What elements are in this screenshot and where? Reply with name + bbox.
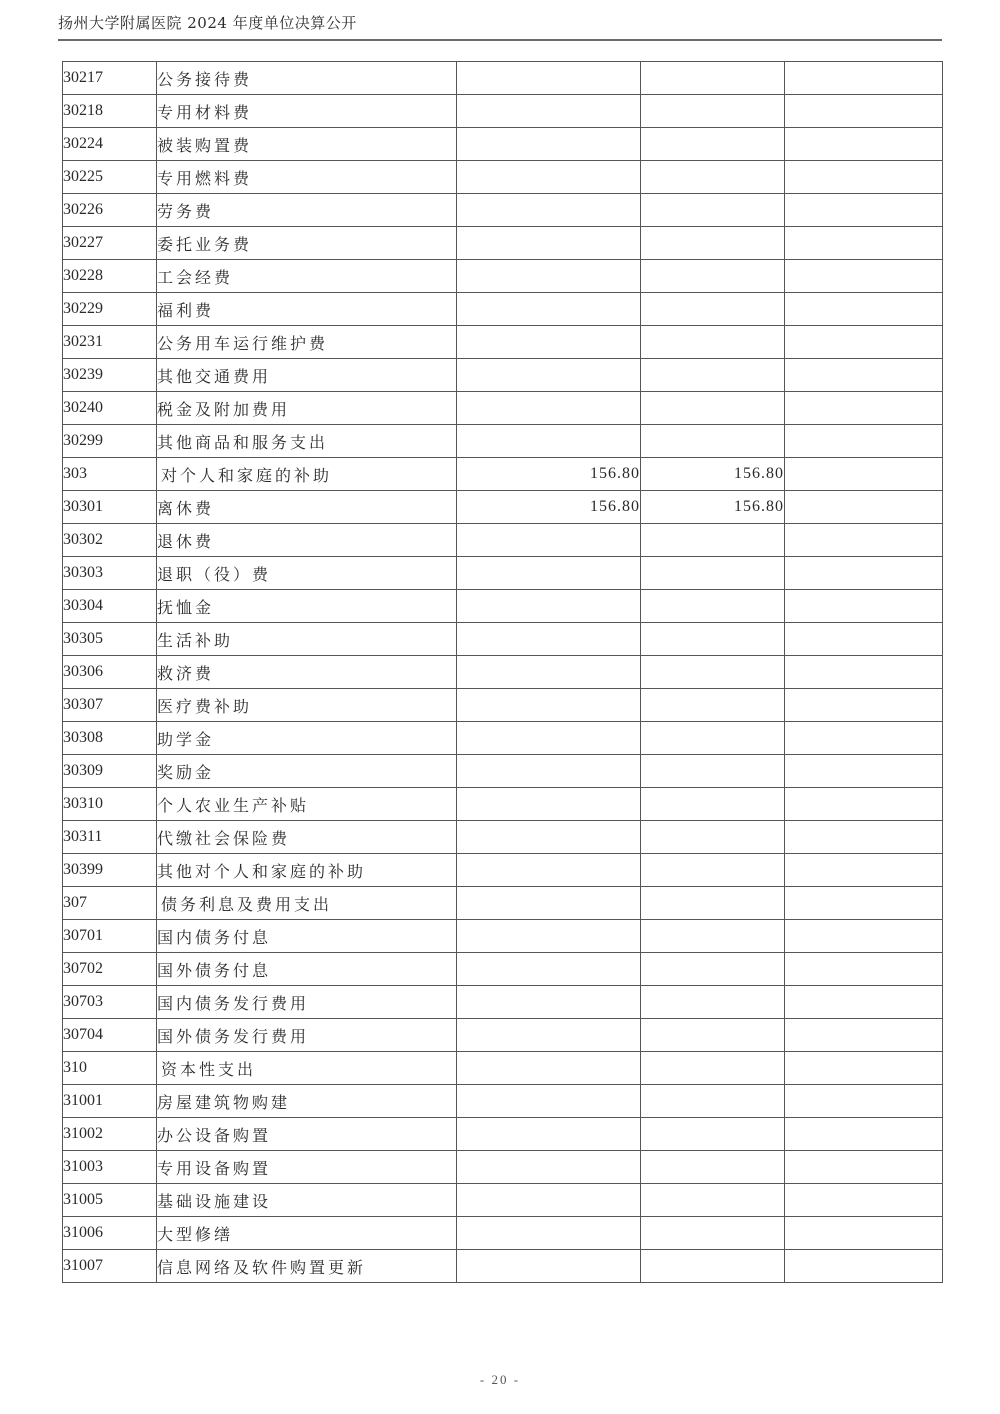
table-group-row	[63, 887, 943, 920]
amount-total-cell	[457, 62, 641, 95]
amount-project-cell	[785, 887, 943, 920]
amount-total-cell	[457, 524, 641, 557]
amount-basic-cell	[641, 1052, 785, 1085]
amount-basic-cell	[641, 326, 785, 359]
account-code-cell: 30306	[63, 656, 157, 689]
account-code-cell: 307	[63, 887, 157, 920]
account-code-cell: 31001	[63, 1085, 157, 1118]
amount-basic-cell	[641, 722, 785, 755]
account-name-cell: 办公设备购置	[157, 1118, 457, 1151]
budget-table	[62, 61, 943, 1283]
amount-basic-cell	[641, 293, 785, 326]
amount-total-cell	[457, 293, 641, 326]
amount-project-cell	[785, 260, 943, 293]
amount-project-cell	[785, 821, 943, 854]
amount-total-cell	[457, 557, 641, 590]
amount-project-cell	[785, 656, 943, 689]
account-code-cell: 31007	[63, 1250, 157, 1283]
amount-basic-cell	[641, 1118, 785, 1151]
amount-total-cell	[457, 359, 641, 392]
account-name-cell: 被装购置费	[157, 128, 457, 161]
amount-project-cell	[785, 62, 943, 95]
table-row	[63, 260, 943, 293]
amount-project-cell	[785, 425, 943, 458]
document-header	[58, 12, 942, 41]
account-name-cell: 退职（役）费	[157, 557, 457, 590]
table-row	[63, 920, 943, 953]
account-name-cell: 个人农业生产补贴	[157, 788, 457, 821]
amount-basic-cell	[641, 788, 785, 821]
amount-project-cell	[785, 524, 943, 557]
amount-project-cell	[785, 1151, 943, 1184]
account-code-cell: 30302	[63, 524, 157, 557]
amount-project-cell	[785, 1052, 943, 1085]
amount-project-cell	[785, 293, 943, 326]
amount-basic-cell	[641, 1250, 785, 1283]
amount-total-cell	[457, 722, 641, 755]
account-name-cell: 公务用车运行维护费	[157, 326, 457, 359]
amount-basic-cell	[641, 95, 785, 128]
amount-basic-cell	[641, 953, 785, 986]
page-number: - 20 -	[479, 1372, 521, 1387]
amount-basic-cell	[641, 1085, 785, 1118]
table-row	[63, 755, 943, 788]
amount-basic-cell	[641, 425, 785, 458]
amount-project-cell	[785, 920, 943, 953]
table-group-row	[63, 1052, 943, 1085]
amount-total-cell	[457, 1217, 641, 1250]
amount-total-cell	[457, 821, 641, 854]
amount-project-cell	[785, 722, 943, 755]
account-code-cell: 30299	[63, 425, 157, 458]
account-name-cell: 债务利息及费用支出	[157, 887, 457, 920]
table-row	[63, 227, 943, 260]
table-row	[63, 656, 943, 689]
amount-project-cell	[785, 128, 943, 161]
account-code-cell: 30703	[63, 986, 157, 1019]
account-name-cell: 生活补助	[157, 623, 457, 656]
amount-basic-cell: 156.80	[641, 491, 785, 524]
amount-total-cell	[457, 755, 641, 788]
amount-basic-cell	[641, 1019, 785, 1052]
table-row	[63, 821, 943, 854]
table-row	[63, 1217, 943, 1250]
table-row	[63, 425, 943, 458]
account-name-cell: 救济费	[157, 656, 457, 689]
amount-total-cell	[457, 1250, 641, 1283]
account-name-cell: 委托业务费	[157, 227, 457, 260]
amount-project-cell	[785, 1019, 943, 1052]
amount-total-cell	[457, 260, 641, 293]
table-row	[63, 1118, 943, 1151]
account-code-cell: 30307	[63, 689, 157, 722]
account-code-cell: 30702	[63, 953, 157, 986]
amount-project-cell	[785, 590, 943, 623]
table-row	[63, 62, 943, 95]
account-code-cell: 30303	[63, 557, 157, 590]
amount-project-cell	[785, 491, 943, 524]
amount-project-cell	[785, 1250, 943, 1283]
amount-basic-cell	[641, 557, 785, 590]
account-name-cell: 医疗费补助	[157, 689, 457, 722]
amount-project-cell	[785, 95, 943, 128]
account-code-cell: 30308	[63, 722, 157, 755]
table-row	[63, 1151, 943, 1184]
amount-total-cell	[457, 194, 641, 227]
table-row	[63, 194, 943, 227]
amount-project-cell	[785, 326, 943, 359]
table-row	[63, 1019, 943, 1052]
account-name-cell: 国内债务发行费用	[157, 986, 457, 1019]
account-name-cell: 其他对个人和家庭的补助	[157, 854, 457, 887]
amount-basic-cell	[641, 194, 785, 227]
budget-table-body	[63, 62, 943, 1283]
amount-total-cell	[457, 590, 641, 623]
amount-basic-cell	[641, 359, 785, 392]
table-group-row	[63, 458, 943, 491]
amount-total-cell	[457, 1085, 641, 1118]
account-name-cell: 离休费	[157, 491, 457, 524]
account-code-cell: 31006	[63, 1217, 157, 1250]
account-name-cell: 奖励金	[157, 755, 457, 788]
amount-total-cell	[457, 161, 641, 194]
account-name-cell: 国外债务发行费用	[157, 1019, 457, 1052]
amount-basic-cell	[641, 524, 785, 557]
table-row	[63, 689, 943, 722]
amount-total-cell	[457, 887, 641, 920]
amount-total-cell	[457, 128, 641, 161]
amount-basic-cell	[641, 755, 785, 788]
table-row	[63, 95, 943, 128]
account-code-cell: 30224	[63, 128, 157, 161]
table-row	[63, 623, 943, 656]
amount-project-cell	[785, 1085, 943, 1118]
account-code-cell: 30229	[63, 293, 157, 326]
account-name-cell: 基础设施建设	[157, 1184, 457, 1217]
amount-basic-cell	[641, 227, 785, 260]
amount-total-cell: 156.80	[457, 491, 641, 524]
account-code-cell: 30305	[63, 623, 157, 656]
amount-total-cell: 156.80	[457, 458, 641, 491]
amount-project-cell	[785, 194, 943, 227]
amount-project-cell	[785, 359, 943, 392]
amount-project-cell	[785, 986, 943, 1019]
document-title: 扬州大学附属医院 2024 年度单位决算公开	[58, 14, 357, 32]
account-code-cell: 303	[63, 458, 157, 491]
account-code-cell: 30304	[63, 590, 157, 623]
account-name-cell: 对个人和家庭的补助	[157, 458, 457, 491]
amount-total-cell	[457, 854, 641, 887]
amount-project-cell	[785, 788, 943, 821]
account-code-cell: 31003	[63, 1151, 157, 1184]
account-name-cell: 信息网络及软件购置更新	[157, 1250, 457, 1283]
amount-total-cell	[457, 95, 641, 128]
account-name-cell: 其他商品和服务支出	[157, 425, 457, 458]
amount-project-cell	[785, 854, 943, 887]
account-name-cell: 退休费	[157, 524, 457, 557]
amount-project-cell	[785, 689, 943, 722]
amount-total-cell	[457, 326, 641, 359]
account-code-cell: 30239	[63, 359, 157, 392]
amount-project-cell	[785, 458, 943, 491]
amount-total-cell	[457, 1118, 641, 1151]
account-name-cell: 其他交通费用	[157, 359, 457, 392]
amount-project-cell	[785, 161, 943, 194]
amount-basic-cell	[641, 854, 785, 887]
amount-project-cell	[785, 557, 943, 590]
account-code-cell: 30309	[63, 755, 157, 788]
amount-total-cell	[457, 689, 641, 722]
table-row	[63, 854, 943, 887]
amount-basic-cell	[641, 986, 785, 1019]
table-row	[63, 491, 943, 524]
account-code-cell: 30701	[63, 920, 157, 953]
table-row	[63, 1085, 943, 1118]
amount-project-cell	[785, 1184, 943, 1217]
table-row	[63, 1250, 943, 1283]
table-row	[63, 1184, 943, 1217]
account-name-cell: 房屋建筑物购建	[157, 1085, 457, 1118]
amount-total-cell	[457, 227, 641, 260]
amount-project-cell	[785, 623, 943, 656]
account-code-cell: 310	[63, 1052, 157, 1085]
table-row	[63, 986, 943, 1019]
account-code-cell: 30217	[63, 62, 157, 95]
account-name-cell: 工会经费	[157, 260, 457, 293]
account-code-cell: 30231	[63, 326, 157, 359]
account-name-cell: 税金及附加费用	[157, 392, 457, 425]
table-row	[63, 557, 943, 590]
account-name-cell: 劳务费	[157, 194, 457, 227]
account-name-cell: 国外债务付息	[157, 953, 457, 986]
amount-basic-cell	[641, 260, 785, 293]
amount-basic-cell	[641, 128, 785, 161]
account-code-cell: 31005	[63, 1184, 157, 1217]
account-code-cell: 30704	[63, 1019, 157, 1052]
account-name-cell: 专用材料费	[157, 95, 457, 128]
account-name-cell: 代缴社会保险费	[157, 821, 457, 854]
amount-project-cell	[785, 227, 943, 260]
amount-basic-cell	[641, 920, 785, 953]
amount-basic-cell	[641, 590, 785, 623]
amount-basic-cell	[641, 1217, 785, 1250]
amount-basic-cell	[641, 1184, 785, 1217]
account-name-cell: 助学金	[157, 722, 457, 755]
account-code-cell: 30310	[63, 788, 157, 821]
amount-total-cell	[457, 920, 641, 953]
account-code-cell: 30240	[63, 392, 157, 425]
table-row	[63, 722, 943, 755]
account-code-cell: 30311	[63, 821, 157, 854]
amount-project-cell	[785, 1217, 943, 1250]
table-row	[63, 128, 943, 161]
amount-total-cell	[457, 788, 641, 821]
amount-total-cell	[457, 1052, 641, 1085]
table-row	[63, 326, 943, 359]
account-name-cell: 公务接待费	[157, 62, 457, 95]
account-name-cell: 国内债务付息	[157, 920, 457, 953]
amount-total-cell	[457, 425, 641, 458]
table-row	[63, 590, 943, 623]
amount-total-cell	[457, 953, 641, 986]
account-name-cell: 资本性支出	[157, 1052, 457, 1085]
account-code-cell: 30228	[63, 260, 157, 293]
table-row	[63, 161, 943, 194]
account-code-cell: 31002	[63, 1118, 157, 1151]
table-row	[63, 788, 943, 821]
account-name-cell: 专用燃料费	[157, 161, 457, 194]
table-row	[63, 392, 943, 425]
table-row	[63, 524, 943, 557]
account-code-cell: 30399	[63, 854, 157, 887]
amount-basic-cell	[641, 821, 785, 854]
amount-basic-cell	[641, 689, 785, 722]
account-name-cell: 大型修缮	[157, 1217, 457, 1250]
amount-basic-cell	[641, 392, 785, 425]
table-row	[63, 953, 943, 986]
amount-project-cell	[785, 755, 943, 788]
amount-total-cell	[457, 623, 641, 656]
account-code-cell: 30301	[63, 491, 157, 524]
amount-total-cell	[457, 392, 641, 425]
account-code-cell: 30225	[63, 161, 157, 194]
account-name-cell: 福利费	[157, 293, 457, 326]
account-name-cell: 专用设备购置	[157, 1151, 457, 1184]
table-row	[63, 293, 943, 326]
amount-total-cell	[457, 986, 641, 1019]
amount-project-cell	[785, 1118, 943, 1151]
amount-total-cell	[457, 656, 641, 689]
amount-total-cell	[457, 1019, 641, 1052]
table-row	[63, 359, 943, 392]
amount-basic-cell: 156.80	[641, 458, 785, 491]
amount-basic-cell	[641, 656, 785, 689]
amount-basic-cell	[641, 161, 785, 194]
amount-total-cell	[457, 1151, 641, 1184]
amount-basic-cell	[641, 623, 785, 656]
account-code-cell: 30218	[63, 95, 157, 128]
account-code-cell: 30227	[63, 227, 157, 260]
amount-basic-cell	[641, 1151, 785, 1184]
account-code-cell: 30226	[63, 194, 157, 227]
amount-basic-cell	[641, 887, 785, 920]
amount-basic-cell	[641, 62, 785, 95]
amount-project-cell	[785, 953, 943, 986]
amount-total-cell	[457, 1184, 641, 1217]
amount-project-cell	[785, 392, 943, 425]
account-name-cell: 抚恤金	[157, 590, 457, 623]
